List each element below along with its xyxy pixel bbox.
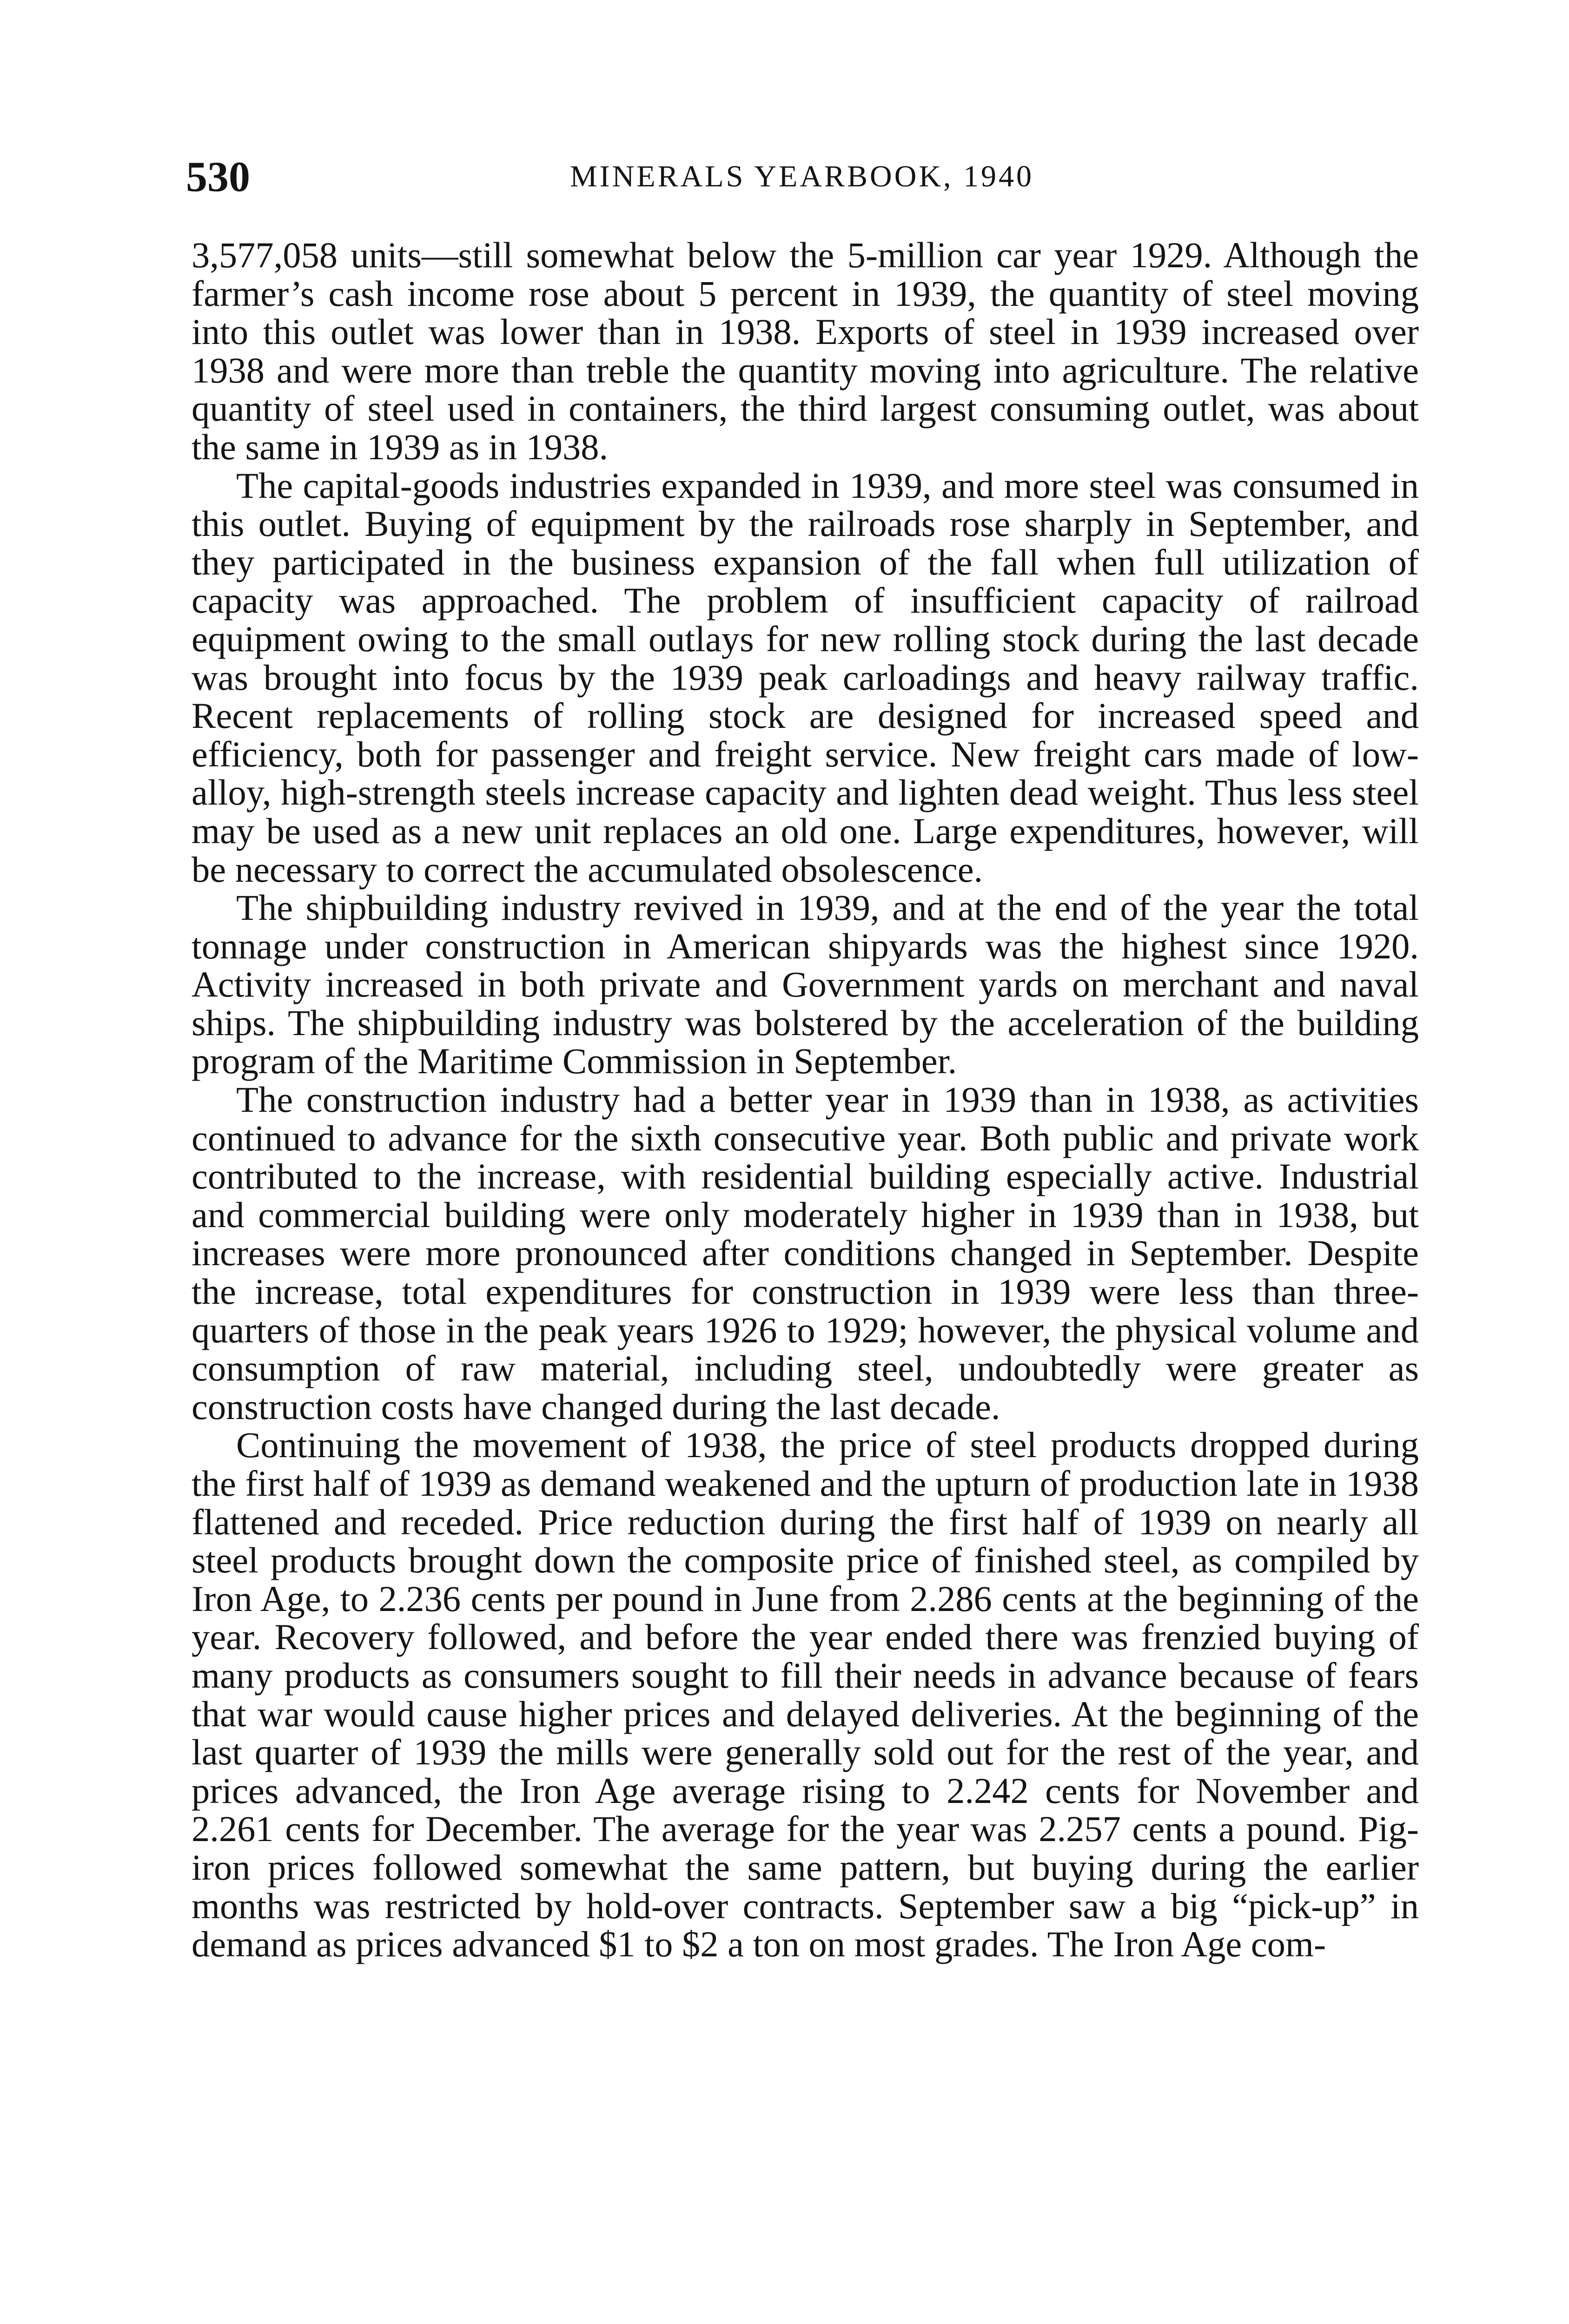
paragraph-continued: 3,577,058 units—still somewhat below the 5-million car year 1929. Although the farmer’s cash income rose about 5 percent in 1939, the quantity of steel moving into this outlet was lower than in 1938. Exports of steel in 1939 increased over 1938 and were more than treble the quantity moving into agriculture. The relative quantity of steel used in containers, the third largest consuming outlet, was about the same in 1939 as in 1938. (192, 235, 1419, 467)
paragraph-construction: The construction industry had a better year in 1939 than in 1938, as activities continued to advance for the sixth consecutive year. Both public and private work contributed to the increase, with residential building especially active. Industrial and commercial building were only moderately higher in 1939 than in 1938, but increases were more pronounced after conditions changed in September. Despite the increase, total expenditures for construction in 1939 were less than three-quarters of those in the peak years 1926 to 1929; however, the physical volume and consumption of raw material, including steel, undoubtedly were greater as construction costs have changed during the last decade. (192, 1079, 1419, 1427)
paragraph-steel-prices: Continuing the movement of 1938, the price of steel products dropped during the first half of 1939 as demand weakened and the upturn of production late in 1938 flattened and receded. Price reduction during the first half of 1939 on nearly all steel products brought down the composite price of finished steel, as compiled by Iron Age, to 2.236 cents per pound in June from 2.286 cents at the beginning of the year. Recovery followed, and before the year ended there was frenzied buying of many products as consumers sought to fill their needs in advance because of fears that war would cause higher prices and delayed deliveries. At the beginning of the last quarter of 1939 the mills were generally sold out for the rest of the year, and prices advanced, the Iron Age average rising to 2.242 cents for November and 2.261 cents for December. The average for the year was 2.257 cents a pound. Pig-iron prices followed somewhat the same pattern, but buying during the earlier months was restricted by hold-over contracts. September saw a big “pick-up” in demand as prices advanced $1 to $2 a ton on most grades. The Iron Age com- (192, 1425, 1419, 1965)
paragraph-capital-goods: The capital-goods industries expanded in 1939, and more steel was consumed in this outlet. Buying of equipment by the railroads rose sharply in September, and they participated in the business expansion of the fall when full utilization of capacity was approached. The problem of insufficient capacity of railroad equipment owing to the small outlays for new rolling stock during the last decade was brought into focus by the 1939 peak carloadings and heavy railway traffic. Recent replacements of rolling stock are designed for increased speed and efficiency, both for passenger and freight service. New freight cars made of low-alloy, high-strength steels increase capacity and lighten dead weight. Thus less steel may be used as a new unit replaces an old one. Large expenditures, however, will be necessary to correct the accumulated obsolescence. (192, 465, 1419, 890)
body-text (192, 236, 1419, 1964)
paragraph-shipbuilding: The shipbuilding industry revived in 1939, and at the end of the year the total tonnage under construction in American shipyards was the highest since 1920. Activity increased in both private and Government yards on merchant and naval ships. The shipbuilding industry was bolstered by the acceleration of the building program of the Maritime Commission in September. (192, 887, 1419, 1082)
page-header (186, 144, 1418, 209)
running-title: MINERALS YEARBOOK, 1940 (569, 159, 1034, 193)
page-number: 530 (186, 153, 250, 200)
